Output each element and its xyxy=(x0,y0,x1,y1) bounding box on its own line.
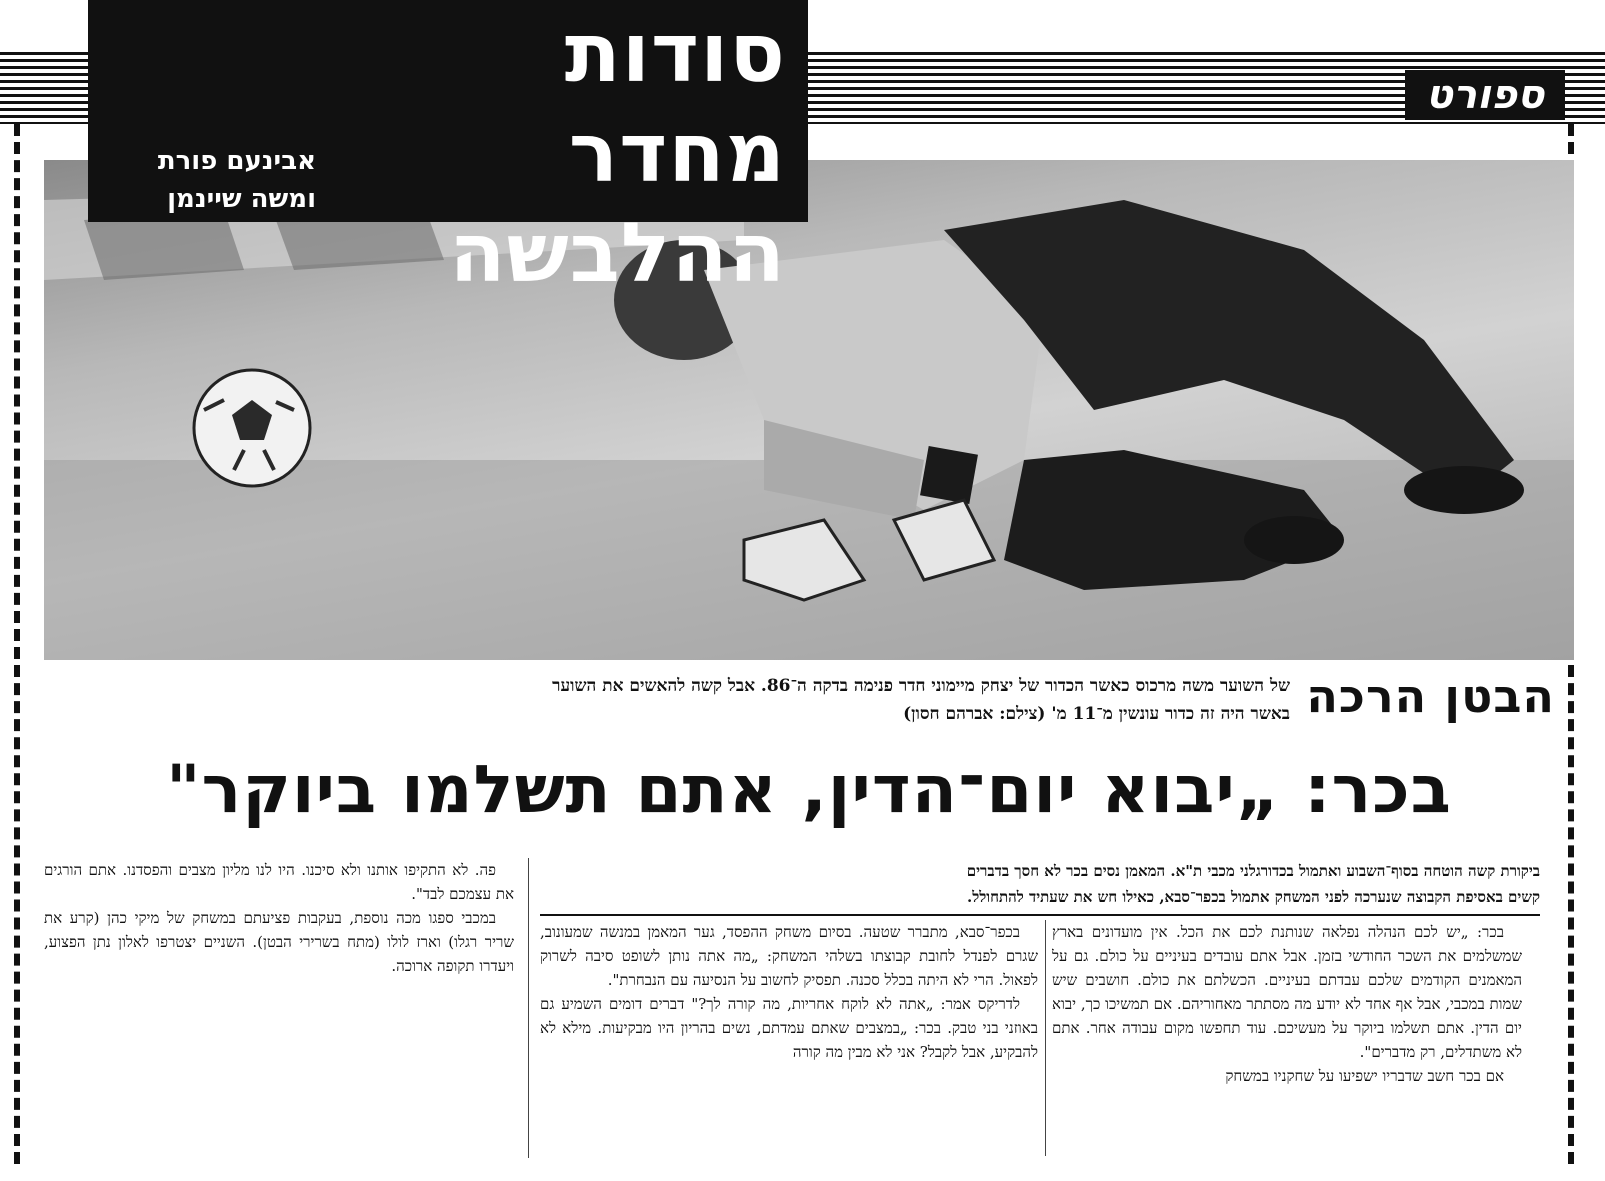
lead-line: קשים באסיפת הקבוצה שנערכה לפני המשחק אתמול בכפר־סבא, כאילו חש את שעתיד להתחולל. xyxy=(967,888,1540,906)
body-paragraph: במכבי ספגו מכה נוספת, בעקבות פציעתם במשחק של מיקי כהן (קרע את שריר רגלו) וארז לולו (מתח בשרירי הבטן). השניים יצטרפו לאלון נתן הפצוע, ויעדרו תקופה ארוכה. xyxy=(44,909,514,975)
column-divider xyxy=(528,858,529,1158)
column-divider xyxy=(1045,920,1046,1156)
byline-line: אבינעם פורת xyxy=(157,146,316,176)
body-paragraph: אם בכר חשב שדבריו ישפיעו על שחקניו במשחק xyxy=(1225,1067,1504,1085)
headline-line: ההלבשה xyxy=(449,206,786,301)
lead-divider xyxy=(540,914,1540,916)
photo-caption-label: הבטן הרכה xyxy=(1306,669,1555,723)
byline-line: ומשה שיינמן xyxy=(167,184,316,214)
photo-caption xyxy=(44,672,1290,728)
body-paragraph: בכר: „יש לכם הנהלה נפלאה שנותנת לכם את הכל. אין מועדונים בארץ שמשלמים את השכר החודשי בזמן. אבל אתם עובדים בעיניים על כולם. גם על המאמנים הקודמים שלכם עבדתם בעיניים. הכשלתם את כולם. חושבים שיש שמות במכבי, אבל אף אחד לא יודע מה מסתתר מאחוריהם. אם תמשיכו כך, יבוא יום הדין. אתם תשלמו ביוקר על מעשיכם. עוד תחפשו מקום עבודה אחר. אתם לא משתדלים, רק מדברים". xyxy=(1052,923,1522,1061)
lead-line: ביקורת קשה הוטחה בסוף־השבוע ואתמול בכדורגלני מכבי ת"א. המאמן נסים בכר לא חסך בדברים xyxy=(966,862,1540,880)
article-photo xyxy=(44,160,1574,660)
caption-line: באשר היה זה כדור עונשין מ־11 מ' (צילם: אברהם חסון) xyxy=(903,704,1290,724)
main-headline: בכר: „יבוא יום־הדין, אתם תשלמו ביוקר" xyxy=(166,751,1452,828)
goalkeeper-photo xyxy=(44,160,1574,660)
body-column-middle xyxy=(540,920,1038,1160)
body-paragraph: פה. לא התקיפו אותנו ולא סיכנו. היו לנו מליון מצבים והפסדנו. אתם הורגים את עצמכם לבד". xyxy=(44,861,514,903)
byline xyxy=(106,142,316,218)
body-paragraph: בכפר־סבא, מתברר שטעה. בסיום משחק ההפסד, גער המאמן במנשה שמעונוב, שגרם לפנדל לחובת קבוצתו בשלהי המשחק: „מה אתה נותן לשופט סיבה לשרוק לפאול. הרי לא היתה בכלל סכנה. תפסיק לחשוב על הנסיעה עם הנבחרת". xyxy=(540,923,1038,989)
body-column-left xyxy=(44,858,514,1018)
article-headline xyxy=(346,4,786,304)
section-tag: ספורט xyxy=(1405,70,1565,120)
caption-line: של השוער משה מרכוס כאשר הכדור של יצחק מיימוני חדר פנימה בדקה ה־86. אבל קשה להאשים את השוער xyxy=(552,676,1290,696)
headline-line: סודות מחדר xyxy=(564,6,786,201)
body-column-right xyxy=(1052,920,1522,1160)
headline-block xyxy=(88,0,808,301)
body-paragraph: לדריקס אמר: „אתה לא לוקח אחריות, מה קורה לך?" דברים דומים השמיע גם באוזני בני טבק. בכר: „במצבים שאתם עמדתם, נשים בהריון היו מבקיעות. מילא לא להבקיע, אבל לקבל? אני לא מבין מה קורה xyxy=(540,995,1038,1061)
article-lead xyxy=(540,858,1540,910)
